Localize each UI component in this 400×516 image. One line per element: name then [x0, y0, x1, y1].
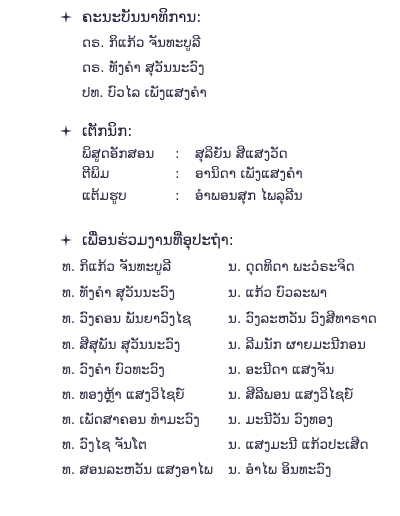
contributor-left: ທ. ເພັດສາຄອນ ທຳມະວົງ [62, 412, 200, 428]
star-cross-icon [60, 234, 72, 246]
technical-person: ອານິດາ ເພັງແສງຄຳ [195, 166, 303, 182]
technical-role-label: ຕີພິມ [82, 166, 110, 182]
contributor-right: ນ. ມະນີວັນ ວົງທອງ [228, 412, 334, 428]
star-cross-icon [60, 11, 72, 23]
editor-name: ດຣ. ທັງຄຳ ສຸວັນນະວົງ [82, 60, 205, 76]
contributor-left: ທ. ທອງຫຼ້າ ແສງວິໄຊຍ໌ [62, 387, 185, 403]
contributors-heading [60, 230, 234, 250]
contributor-left: ທ. ສີສຸພັນ ສຸວັນນະວົງ [62, 337, 181, 353]
contributor-left: ທ. ກິແກ້ວ ຈັນທະບູລີ [62, 259, 172, 275]
contributor-left: ທ. ທັງຄຳ ສຸວັນນະວົງ [62, 285, 176, 301]
contributor-left: ທ. ວົງຄຳ ບົວທະວົງ [62, 362, 165, 378]
colon-separator: : [175, 166, 180, 182]
contributor-left: ທ. ວົງຄອນ ພັນຍາວົງໄຊ [62, 311, 192, 327]
contributor-right: ນ. ລີມນັກ ຜາຍມະນີກອນ [228, 337, 366, 353]
contributor-left: ທ. ວົງໄຊ ຈັນໂຕ [62, 437, 147, 453]
contributors-title: ເພື່ອນຮ່ວມງານທີ່ອຸປະຖຳ: [82, 231, 234, 249]
contributor-right: ນ. ແກ້ວ ບົວລະພາ [228, 285, 328, 301]
editorial-board-heading [60, 7, 201, 27]
technical-person: ສຸລິຍັນ ສີແສງວັດ [195, 146, 288, 162]
colon-separator: : [175, 146, 180, 162]
editorial-board-title: ຄະນະບັນນາທິການ: [82, 8, 202, 26]
contributor-right: ນ. ອຳໄພ ອິນທະວົງ [228, 462, 332, 478]
contributor-left: ທ. ສອນລະຫວັນ ແສງອາໄພ [62, 462, 214, 478]
technical-person: ອຳພອນສຸກ ໄພລຸລີນ [195, 188, 303, 204]
editor-name: ດຣ. ກິແກ້ວ ຈັນທະບູລີ [82, 35, 201, 51]
contributor-right: ນ. ສີລີພອນ ແສງວິໄຊຍ໌ [228, 387, 354, 403]
contributor-right: ນ. ແສງມະນີ ແກ້ວປະເສີດ [228, 437, 369, 453]
technical-title: ເຕັກນິກ: [82, 122, 133, 140]
contributor-right: ນ. ດຸດທິດາ ພະວໍຣະຈິດ [228, 259, 355, 275]
star-cross-icon [60, 125, 72, 137]
technical-role-label: ພິສູດອັກສອນ [82, 146, 155, 162]
technical-heading [60, 121, 132, 141]
colon-separator: : [175, 188, 180, 204]
contributor-right: ນ. ອະນີດາ ແສງຈັນ [228, 362, 335, 378]
technical-role-label: ແຕ້ມຮູບ [82, 188, 127, 204]
contributor-right: ນ. ວົງລະຫວັນ ວົງສີທາຣາດ [228, 311, 377, 327]
editor-name: ປທ. ບົວໄລ ເພັງແສງຄຳ [82, 85, 207, 101]
